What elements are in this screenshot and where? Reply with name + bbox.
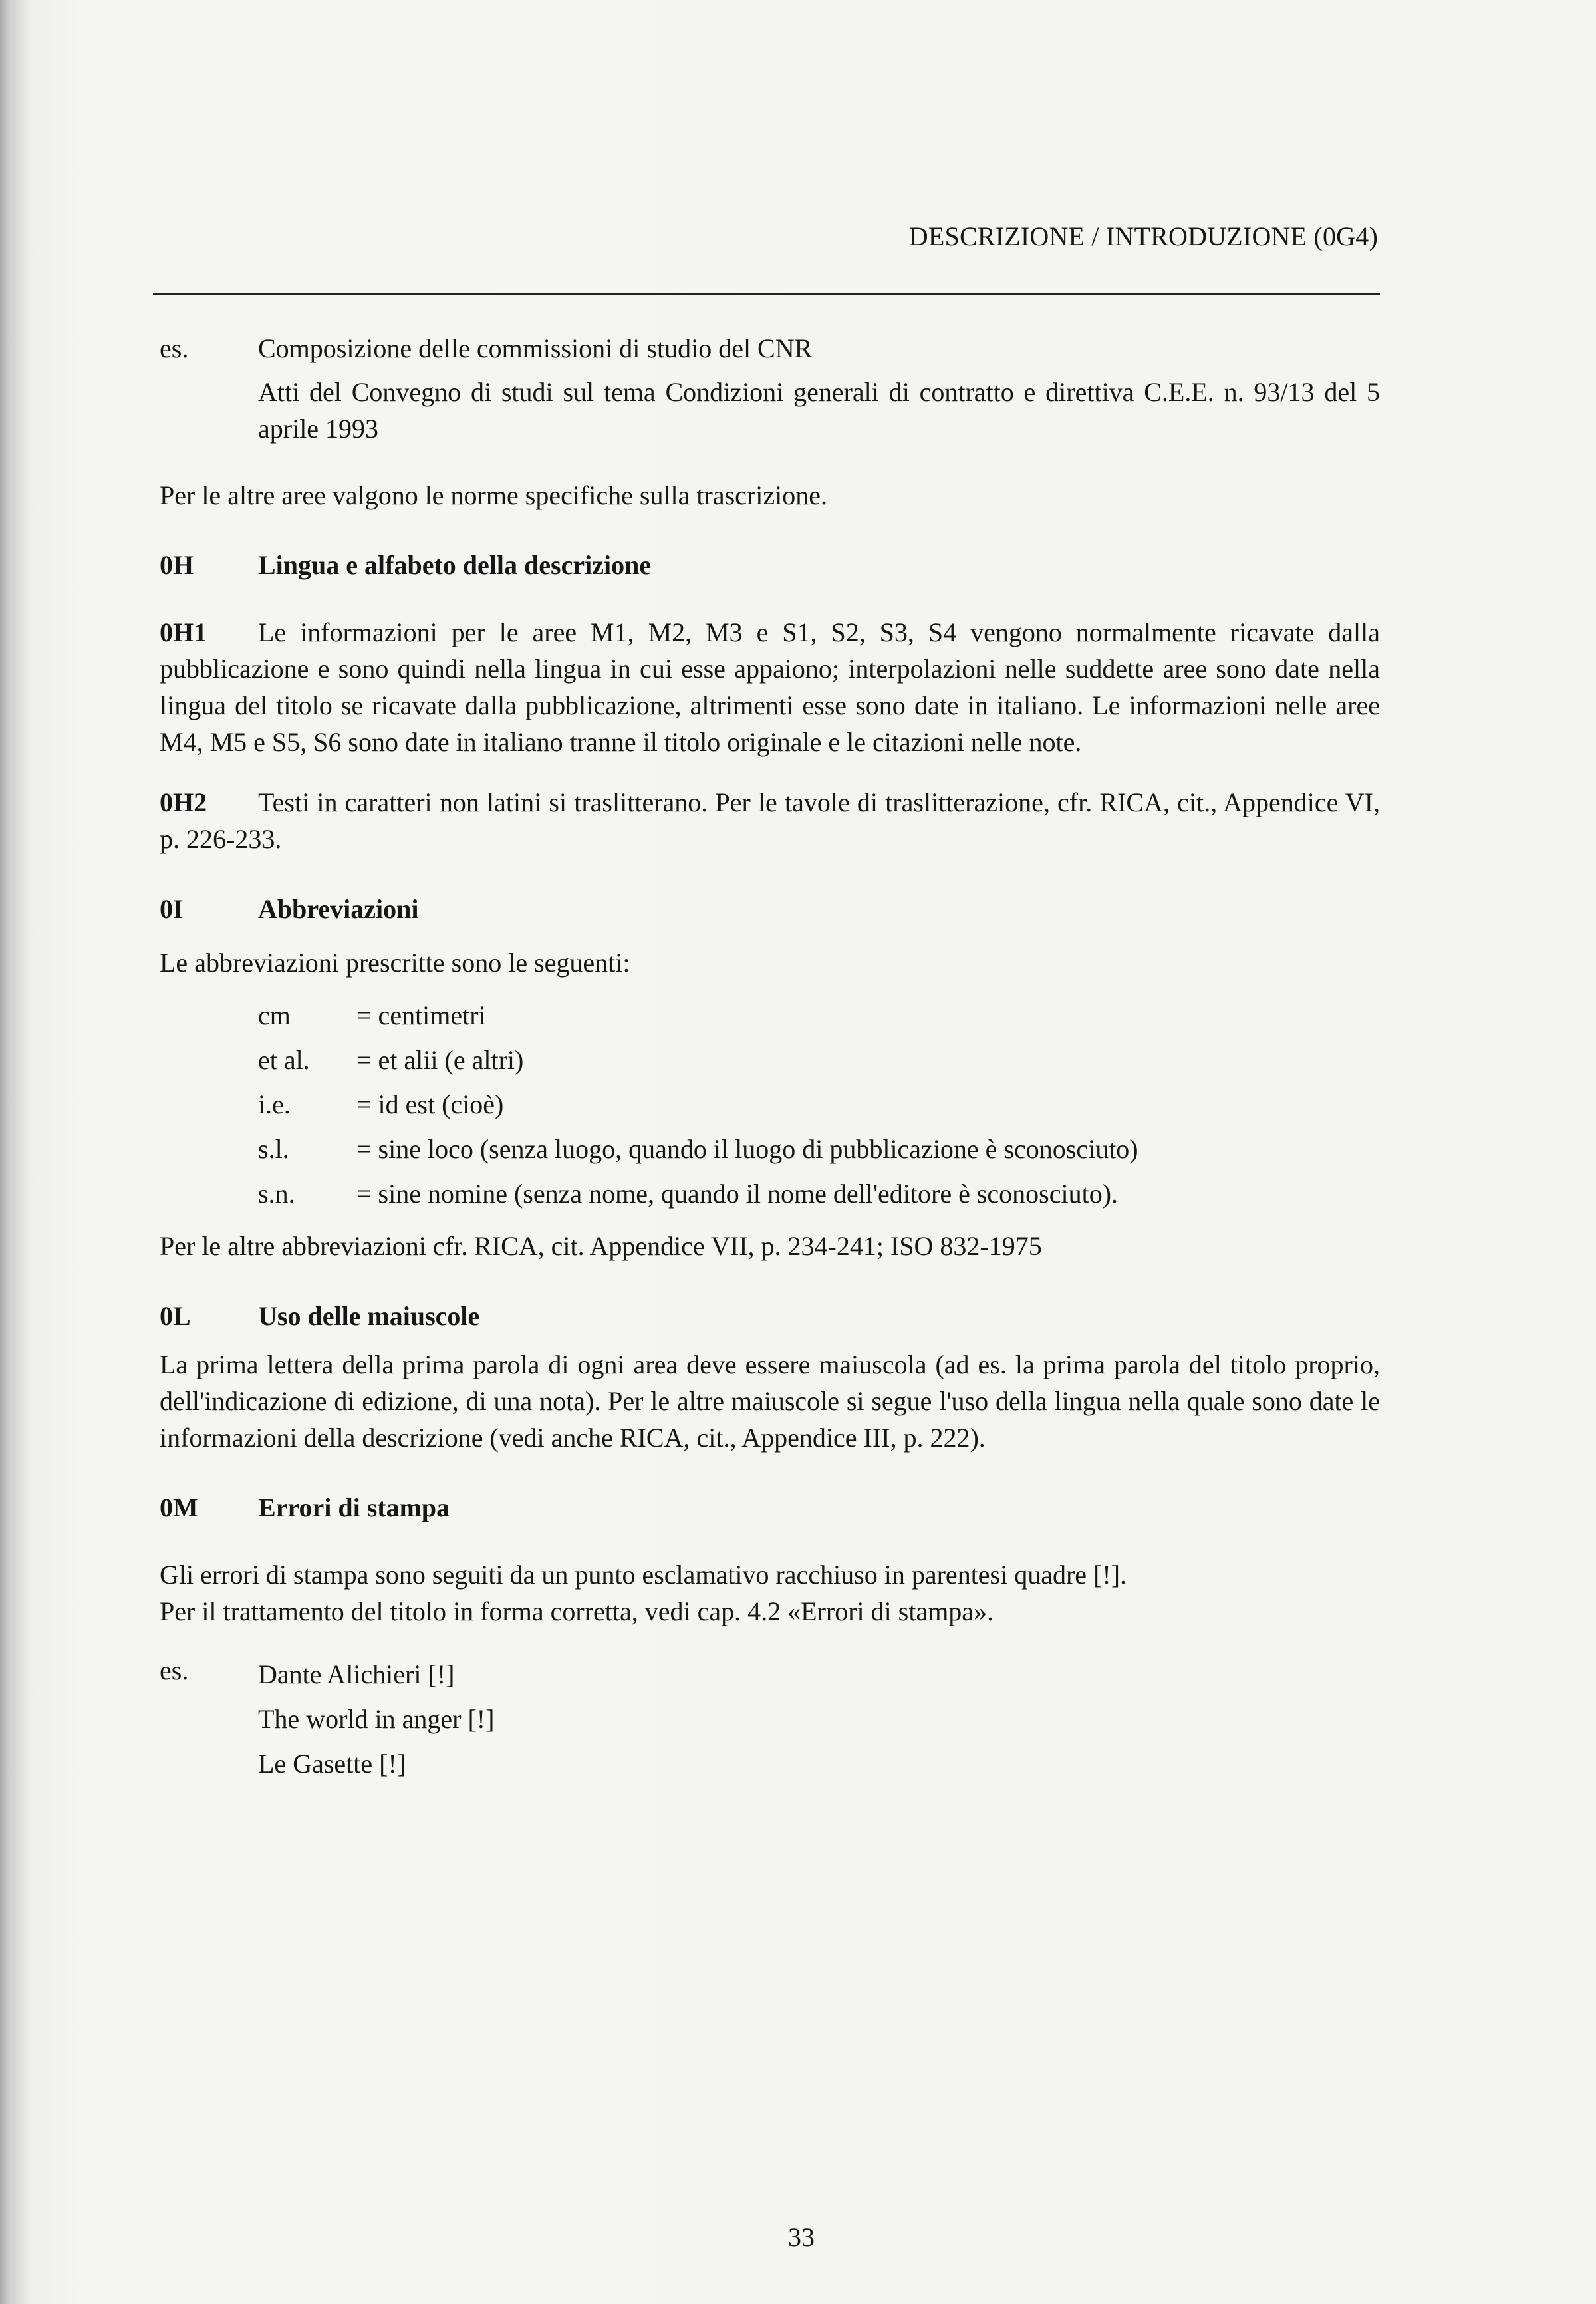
- section-heading-0H: [160, 547, 1380, 583]
- section-heading-0I: [160, 891, 1380, 927]
- paragraph-0M-treatment: Per il trattamento del titolo in forma corretta, vedi cap. 4.2 «Errori di stampa».: [160, 1596, 994, 1626]
- abbreviation-meaning: = id est (cioè): [356, 1089, 504, 1119]
- abbreviation-term: et al.: [258, 1045, 310, 1075]
- abbreviation-term: s.l.: [258, 1134, 289, 1164]
- section-title: Errori di stampa: [258, 1493, 450, 1522]
- running-header: DESCRIZIONE / INTRODUZIONE (0G4): [908, 221, 1378, 251]
- abbreviation-row: [258, 993, 1380, 1038]
- section-title: Abbreviazioni: [258, 894, 419, 924]
- abbreviation-row: [258, 1171, 1380, 1216]
- paragraph-0L: La prima lettera della prima parola di ogni area deve essere maiuscola (ad es. la prima parola del titolo proprio, dell'indicazione di edizione, di una nota). Per le altre maiuscole si segue l'uso della lingua nella quale sono date le informazioni della descrizione (vedi anche RICA, cit., Appendice III, p. 222).: [160, 1350, 1380, 1453]
- paragraph-text: Testi in caratteri non latini si traslitterano. Per le tavole di traslitterazione, cfr. RICA, cit., Appendice VI, p. 226-233.: [160, 788, 1380, 854]
- page-number: 33: [788, 2222, 815, 2252]
- example-line: Atti del Convegno di studi sul tema Condizioni generali di contratto e direttiva C.E.E. n. 93/13 del 5 aprile 1993: [258, 377, 1380, 444]
- abbreviation-list: [258, 993, 1380, 1216]
- example-label: es.: [160, 1656, 189, 1685]
- header-rule: [153, 293, 1380, 295]
- paragraph-abbrev-intro: Le abbreviazioni prescritte sono le seguenti:: [160, 948, 630, 978]
- example-block-2: [160, 1652, 1380, 1786]
- example-line: The world in anger [!]: [258, 1704, 495, 1734]
- example-line: Le Gasette [!]: [258, 1749, 406, 1779]
- abbreviation-meaning: = centimetri: [356, 1000, 486, 1030]
- section-code: 0L: [160, 1301, 191, 1331]
- section-code: 0I: [160, 894, 184, 924]
- paragraph-0H1: [160, 614, 1380, 760]
- section-title: Lingua e alfabeto della descrizione: [258, 550, 652, 580]
- abbreviation-meaning: = et alii (e altri): [356, 1045, 524, 1075]
- abbreviation-meaning: = sine loco (senza luogo, quando il luogo di pubblicazione è sconosciuto): [356, 1134, 1138, 1164]
- paragraph-other-areas: Per le altre aree valgono le norme specifiche sulla trascrizione.: [160, 480, 827, 510]
- page-body: [160, 330, 1380, 1786]
- paragraph-abbrev-other: Per le altre abbreviazioni cfr. RICA, cit. Appendice VII, p. 234-241; ISO 832-1975: [160, 1231, 1042, 1261]
- example-lines: [258, 1652, 1380, 1786]
- abbreviation-row: [258, 1038, 1380, 1082]
- abbreviation-row: [258, 1082, 1380, 1127]
- paragraph-0M-errors: Gli errori di stampa sono seguiti da un punto esclamativo racchiuso in parentesi quadre [!].: [160, 1560, 1127, 1590]
- section-code: 0H: [160, 550, 194, 580]
- abbreviation-meaning: = sine nomine (senza nome, quando il nome dell'editore è sconosciuto).: [356, 1179, 1119, 1209]
- paragraph-text: Le informazioni per le aree M1, M2, M3 e S1, S2, S3, S4 vengono normalmente ricavate dalla pubblicazione e sono quindi nella lingua in cui esse appaiono; interpolazioni nelle suddette aree sono date nella lingua del titolo se ricavate dalla pubblicazione, altrimenti esse sono date in italiano. Le informazioni nelle aree M4, M5 e S5, S6 sono date in italiano tranne il titolo originale e le citazioni nelle note.: [160, 617, 1380, 757]
- abbreviation-term: cm: [258, 1000, 291, 1030]
- example-block-1: [160, 330, 1380, 454]
- abbreviation-term: i.e.: [258, 1089, 291, 1119]
- paragraph-code: 0H1: [160, 617, 207, 647]
- example-line: Composizione delle commissioni di studio del CNR: [258, 333, 813, 363]
- paragraph-0H2: [160, 784, 1380, 857]
- abbreviation-row: [258, 1127, 1380, 1171]
- section-heading-0L: [160, 1298, 1380, 1334]
- abbreviation-term: s.n.: [258, 1179, 295, 1209]
- example-line: Dante Alichieri [!]: [258, 1659, 455, 1689]
- example-lines: [258, 330, 1380, 454]
- paragraph-code: 0H2: [160, 788, 207, 817]
- example-label: es.: [160, 333, 189, 363]
- section-heading-0M: [160, 1489, 1380, 1526]
- section-title: Uso delle maiuscole: [258, 1301, 480, 1331]
- section-code: 0M: [160, 1493, 198, 1522]
